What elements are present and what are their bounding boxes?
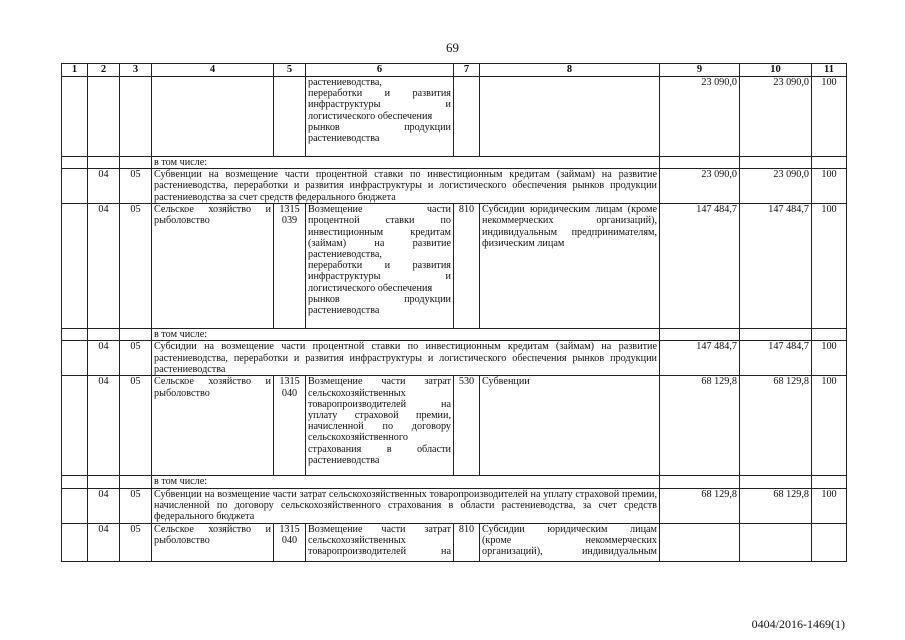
cell-amount-10: 68 129,8 [740,376,812,476]
cell-purpose: растениеводства, переработки и развития инфраструктуры и логистического обеспечения рынков продукции растениеводства [306,77,454,157]
document-code: 0404/2016-1469(1) [751,617,845,631]
cell-code: 1315 040 [274,523,306,561]
header-row [62,64,847,77]
cell-amount-9: 68 129,8 [660,488,740,523]
table-row [62,169,847,204]
cell-sector: Сельское хозяйство и рыболовство [152,523,274,561]
cell-including: в том числе: [152,329,660,341]
cell-including: в том числе: [152,157,660,169]
cell-percent: 100 [812,169,847,204]
cell-subsection: 05 [120,488,152,523]
cell-amount-9: 147 484,7 [660,341,740,376]
header-col-3: 3 [120,64,152,77]
cell-section: 04 [88,169,120,204]
budget-table [61,63,847,562]
cell-percent: 100 [812,488,847,523]
table-row [62,488,847,523]
cell-expense-name: Субсидии юридическим лицам (кроме некоммерческих организаций), индивидуальным [480,523,660,561]
cell-description: Субвенции на возмещение части процентной ставки по инвестиционным кредитам (займам) на развитие растениеводства, переработки и развития инфраструктуры и логистического обеспечения рынков продукции растениеводства за счет средств федерального бюджета [152,169,660,204]
cell-code: 1315 039 [274,204,306,329]
table-row [62,157,847,169]
cell-code: 1315 040 [274,376,306,476]
header-col-5: 5 [274,64,306,77]
cell-subsection: 05 [120,169,152,204]
cell-amount-9: 23 090,0 [660,77,740,157]
header-col-2: 2 [88,64,120,77]
cell-description: Субвенции на возмещение части затрат сельскохозяйственных товаропроизводителей на уплату страховой премии, начисленной по договору сельскохозяйственного страхования в области растениеводства, за счет средств федерального бюджета [152,488,660,523]
table-row [62,341,847,376]
cell-expense-type: 530 [454,376,480,476]
cell-amount-10: 68 129,8 [740,488,812,523]
cell-section: 04 [88,488,120,523]
cell-percent: 100 [812,77,847,157]
cell-percent: 100 [812,341,847,376]
header-col-9: 9 [660,64,740,77]
cell-expense-type: 810 [454,204,480,329]
cell-section: 04 [88,341,120,376]
table-row [62,376,847,476]
cell-expense-type: 810 [454,523,480,561]
cell-amount-9: 68 129,8 [660,376,740,476]
header-col-8: 8 [480,64,660,77]
table-row [62,77,847,157]
cell-expense-name: Субсидии юридическим лицам (кроме некоммерческих организаций), индивидуальным предпринимателям, физическим лицам [480,204,660,329]
cell-purpose: Возмещение части затрат сельскохозяйственных товаропроизводителей на уплату страховой премии, начисленной по договору сельскохозяйственного страхования в области растениеводства [306,376,454,476]
table-row [62,476,847,488]
cell-purpose: Возмещение части затрат сельскохозяйственных товаропроизводителей на [306,523,454,561]
cell-section: 04 [88,204,120,329]
header-col-11: 11 [812,64,847,77]
table-row [62,523,847,561]
header-col-7: 7 [454,64,480,77]
cell-subsection: 05 [120,204,152,329]
page-number: 69 [446,40,459,55]
cell-section: 04 [88,376,120,476]
header-col-10: 10 [740,64,812,77]
cell-amount-10: 147 484,7 [740,341,812,376]
cell-subsection: 05 [120,523,152,561]
cell-subsection: 05 [120,376,152,476]
cell-section: 04 [88,523,120,561]
cell-description: Субсидии на возмещение части процентной ставки по инвестиционным кредитам (займам) на развитие растениеводства, переработки и развития инфраструктуры и логистического обеспечения рынков продукции растениеводства [152,341,660,376]
cell-sector: Сельское хозяйство и рыболовство [152,376,274,476]
header-col-6: 6 [306,64,454,77]
cell-amount-10: 23 090,0 [740,77,812,157]
header-col-1: 1 [62,64,88,77]
cell-percent: 100 [812,204,847,329]
cell-amount-9: 23 090,0 [660,169,740,204]
cell-sector: Сельское хозяйство и рыболовство [152,204,274,329]
cell-amount-10: 23 090,0 [740,169,812,204]
cell-subsection: 05 [120,341,152,376]
cell-purpose: Возмещение части процентной ставки по инвестиционным кредитам (займам) на развитие растениеводства, переработки и развития инфраструктуры и логистического обеспечения рынков продукции растениеводства [306,204,454,329]
header-col-4: 4 [152,64,274,77]
cell-amount-9: 147 484,7 [660,204,740,329]
cell-including: в том числе: [152,476,660,488]
cell-percent: 100 [812,376,847,476]
cell-expense-name: Субвенции [480,376,660,476]
table-row [62,329,847,341]
cell-amount-10: 147 484,7 [740,204,812,329]
table-row [62,204,847,329]
